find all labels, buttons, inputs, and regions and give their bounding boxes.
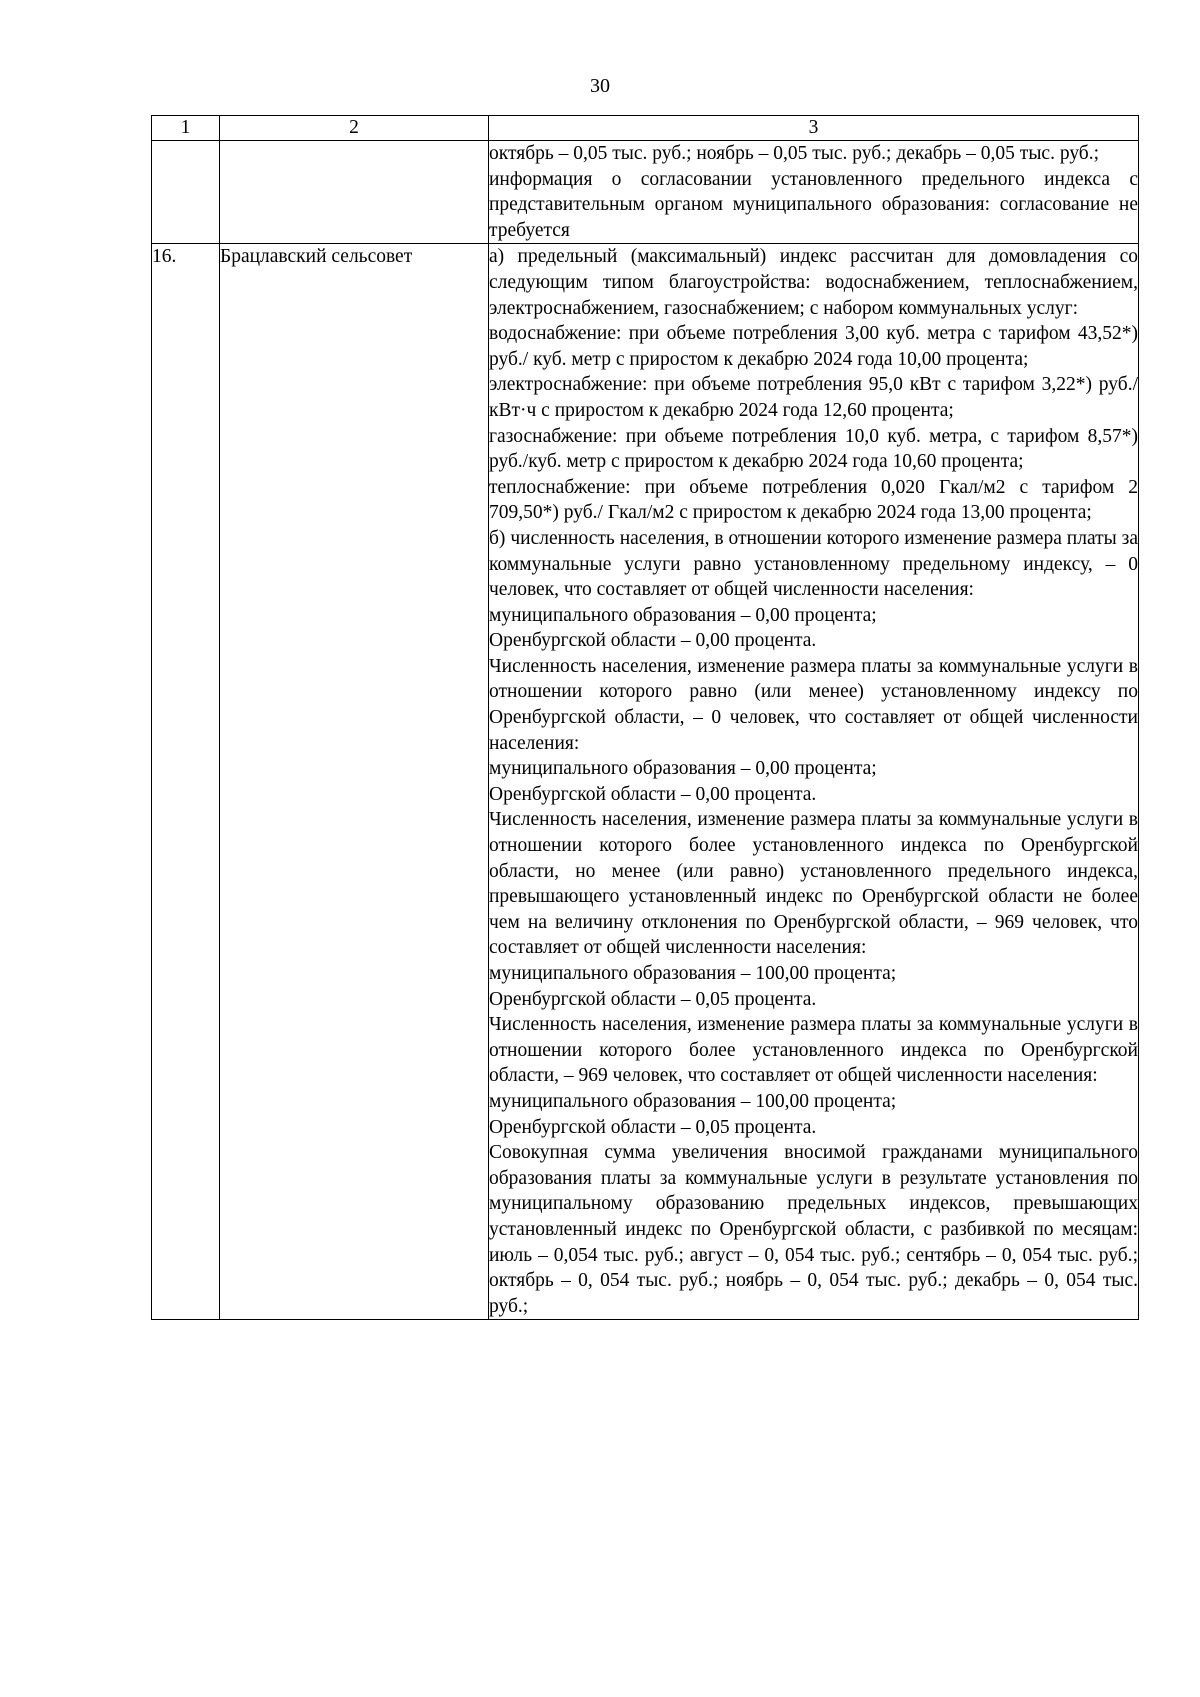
text-paragraph: водоснабжение: при объеме потребления 3,00 куб. метра с тарифом 43,52*) руб./ куб. метр с приростом к декабрю 2024 года 10,00 процента; — [489, 323, 1138, 370]
header-cell-3: 3 — [489, 116, 1139, 141]
text-paragraph: Оренбургской области – 0,00 процента. — [489, 783, 817, 805]
text-paragraph: муниципального образования – 0,00 процента; — [489, 604, 877, 626]
text-paragraph: Оренбургской области – 0,05 процента. — [489, 1116, 817, 1138]
text-paragraph: газоснабжение: при объеме потребления 10,0 куб. метра, с тарифом 8,57*) руб./куб. метр с приростом к декабрю 2024 года 10,60 процента; — [489, 425, 1138, 473]
text-paragraph: а) предельный (максимальный) индекс рассчитан для домовладения со следующим типом благоустройства: водоснабжением, теплоснабжением, электроснабжением, газоснабжением; с набором коммунальных услуг: — [489, 246, 1138, 319]
text-paragraph: муниципального образования – 0,00 процента; — [489, 758, 877, 780]
table-row — [152, 244, 1139, 1320]
text-paragraph: Численность населения, изменение размера платы за коммунальные услуги в отношении которого равно (или менее) установленному индексу по Оренбургской области, – 0 человек, что составляет от общей численности населения: — [489, 655, 1138, 754]
text-paragraph: Численность населения, изменение размера платы за коммунальные услуги в отношении которого более установленного индекса по Оренбургской области, – 969 человек, что составляет от общей численности населения: — [489, 1014, 1138, 1087]
municipality-name: Брацлавский сельсовет — [220, 244, 489, 1320]
header-cell-1: 1 — [152, 116, 220, 141]
continuation-row — [152, 141, 1139, 244]
data-table — [151, 115, 1139, 1320]
empty-cell — [220, 141, 489, 244]
page-number: 30 — [590, 75, 610, 97]
text-paragraph: информация о согласовании установленного предельного индекса с представительным органом муниципального образования: согласование не требуется — [489, 168, 1138, 241]
text-paragraph: муниципального образования – 100,00 процента; — [489, 963, 897, 984]
header-cell-2: 2 — [220, 116, 489, 141]
text-paragraph: теплоснабжение: при объеме потребления 0,020 Гкал/м2 с тарифом 2 709,50*) руб./ Гкал/м2 с приростом к декабрю 2024 года 13,00 процента; — [489, 476, 1138, 524]
text-paragraph: Численность населения, изменение размера платы за коммунальные услуги в отношении которого более установленного индекса по Оренбургской области, но менее (или равно) установленного предельного индекса, превышающего установленный индекс по Оренбургской области не более чем на величину отклонения по Оренбургской области, – 969 человек, что составляет от общей численности населения: — [489, 809, 1138, 959]
text-paragraph: Совокупная сумма увеличения вносимой гражданами муниципального образования платы за коммунальные услуги в результате установления по муниципальному образованию предельных индексов, превышающих установленный индекс по Оренбургской области, с разбивкой по месяцам: июль – 0,054 тыс. руб.; август – 0, 054 тыс. руб.; сентябрь – 0, 054 тыс. руб.; октябрь – 0, 054 тыс. руб.; ноябрь – 0, 054 тыс. руб.; декабрь – 0, 054 тыс. руб.; — [489, 1142, 1138, 1317]
text-paragraph: электроснабжение: при объеме потребления 95,0 кВт с тарифом 3,22*) руб./кВт·ч с приростом к декабрю 2024 года 12,60 процента; — [489, 374, 1138, 421]
empty-cell — [152, 141, 220, 244]
text-paragraph: Оренбургской области – 0,00 процента. — [489, 630, 817, 652]
text-paragraph: муниципального образования – 100,00 процента; — [489, 1090, 897, 1112]
description-cell — [489, 244, 1139, 1320]
text-paragraph: б) численность населения, в отношении которого изменение размера платы за коммунальные услуги равно установленному предельному индексу, – 0 человек, что составляет от общей численности населения: — [489, 527, 1138, 601]
text-paragraph: Оренбургской области – 0,05 процента. — [489, 988, 817, 1010]
table-header-row — [152, 116, 1139, 141]
continuation-text-cell — [489, 141, 1139, 244]
text-paragraph: октябрь – 0,05 тыс. руб.; ноябрь – 0,05 тыс. руб.; декабрь – 0,05 тыс. руб.; — [489, 143, 1100, 164]
row-number: 16. — [152, 244, 220, 1320]
